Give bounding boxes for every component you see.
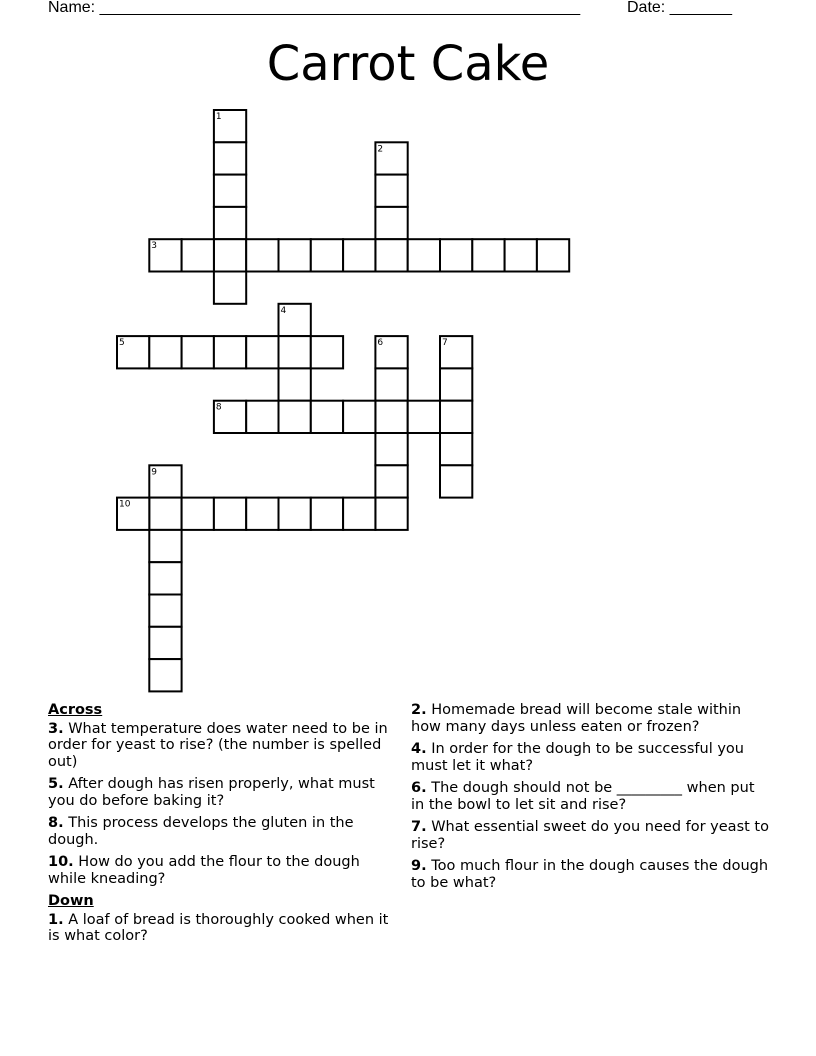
grid-cell[interactable] — [343, 498, 375, 530]
grid-cell[interactable] — [440, 465, 472, 497]
grid-cell[interactable] — [408, 239, 440, 271]
clue-number: 3. — [48, 720, 64, 737]
clue-number-label: 1 — [215, 112, 222, 122]
name-field-label: Name: ______________________________________________________ — [48, 0, 581, 16]
clue-number: 7. — [411, 819, 427, 835]
clue-text: What essential sweet do you need for yeast to rise? — [411, 819, 769, 852]
grid-cell[interactable] — [375, 433, 407, 465]
clue-number: 8. — [48, 815, 64, 831]
grid-cell[interactable] — [375, 207, 407, 239]
clue-number: 6. — [411, 780, 427, 796]
grid-cell[interactable] — [375, 368, 407, 400]
grid-cell[interactable] — [537, 239, 569, 271]
clue-number-label: 7 — [442, 338, 448, 349]
clues-left-column — [48, 702, 393, 951]
grid-cell[interactable] — [246, 336, 278, 368]
grid-cell[interactable] — [440, 401, 472, 433]
down-heading: Down — [48, 893, 94, 909]
clue-number-label: 2 — [377, 144, 384, 155]
clue-text: Homemade bread will become stale within how many days unless eaten or frozen? — [411, 702, 742, 735]
grid-cell[interactable] — [246, 239, 278, 271]
page-title: Carrot Cake — [266, 36, 550, 92]
clue-number: 10. — [48, 854, 74, 870]
clue-across-10 — [48, 854, 393, 887]
clue-down-7 — [411, 819, 771, 852]
grid-cell[interactable] — [149, 659, 181, 691]
clue-number: 9. — [411, 858, 427, 874]
grid-cell[interactable] — [375, 239, 407, 271]
grid-cell[interactable] — [149, 595, 181, 627]
clue-text: The dough should not be _________ when put in the bowl to let sit and rise? — [411, 780, 755, 813]
clue-number-label: 9 — [151, 467, 158, 478]
grid-cell[interactable] — [472, 239, 504, 271]
grid-cell[interactable] — [182, 498, 214, 530]
grid-cell[interactable] — [279, 498, 311, 530]
clue-number-label: 3 — [151, 241, 158, 252]
clue-text: How do you add the flour to the dough while kneading? — [48, 854, 360, 887]
grid-cell[interactable] — [214, 142, 246, 174]
grid-cell[interactable] — [505, 239, 537, 271]
clues-right-column — [411, 702, 771, 897]
grid-cell[interactable] — [311, 239, 343, 271]
grid-cell[interactable] — [149, 530, 181, 562]
clue-number: 2. — [411, 702, 427, 718]
grid-cell[interactable] — [375, 498, 407, 530]
grid-cell[interactable] — [440, 433, 472, 465]
grid-cell[interactable] — [214, 239, 246, 271]
grid-cell[interactable] — [408, 401, 440, 433]
grid-cell[interactable] — [149, 498, 181, 530]
grid-cell[interactable] — [246, 498, 278, 530]
grid-cell[interactable] — [214, 336, 246, 368]
grid-cell[interactable] — [149, 627, 181, 659]
grid-cell[interactable] — [440, 368, 472, 400]
across-heading: Across — [48, 702, 103, 718]
grid-cell[interactable] — [343, 401, 375, 433]
grid-cell[interactable] — [311, 498, 343, 530]
grid-cell[interactable] — [214, 498, 246, 530]
clue-across-8 — [48, 815, 393, 848]
clue-number: 4. — [411, 741, 427, 757]
clue-number-label: 4 — [280, 305, 287, 316]
grid-cell[interactable] — [279, 239, 311, 271]
grid-cell[interactable] — [214, 272, 246, 304]
grid-cell[interactable] — [375, 465, 407, 497]
grid-cell[interactable] — [246, 401, 278, 433]
grid-cell[interactable] — [311, 401, 343, 433]
clue-text: This process develops the gluten in the dough. — [48, 815, 354, 848]
clue-number-label: 6 — [377, 338, 384, 349]
grid-cell[interactable] — [375, 401, 407, 433]
clue-across-5 — [48, 776, 393, 809]
grid-cell[interactable] — [440, 239, 472, 271]
clue-down-9 — [411, 858, 771, 891]
clue-across-3 — [48, 721, 393, 771]
grid-cell[interactable] — [149, 562, 181, 594]
clue-number-label: 8 — [215, 402, 222, 413]
grid-cell[interactable] — [182, 239, 214, 271]
grid-cell[interactable] — [279, 401, 311, 433]
clue-down-2 — [411, 702, 771, 735]
grid-cell[interactable] — [214, 207, 246, 239]
clue-down-6 — [411, 780, 771, 813]
grid-cell[interactable] — [279, 336, 311, 368]
clue-text: What temperature does water need to be in order for yeast to rise? (the number is spelled out) — [48, 720, 388, 770]
grid-cell[interactable] — [279, 368, 311, 400]
clue-text: A loaf of bread is thoroughly cooked when it is what color? — [48, 911, 389, 944]
grid-cell[interactable] — [182, 336, 214, 368]
clue-text: In order for the dough to be successful you must let it what? — [411, 741, 744, 774]
grid-cell[interactable] — [375, 175, 407, 207]
grid-cell[interactable] — [214, 175, 246, 207]
grid-cell[interactable] — [311, 336, 343, 368]
grid-cell[interactable] — [149, 336, 181, 368]
clue-number-label: 5 — [119, 338, 125, 349]
clue-number-label: 10 — [119, 499, 131, 510]
clue-text: Too much flour in the dough causes the dough to be what? — [411, 858, 769, 891]
clue-number: 1. — [48, 911, 64, 928]
clue-down-4 — [411, 741, 771, 774]
clue-number: 5. — [48, 776, 64, 792]
clue-text: After dough has risen properly, what must you do before baking it? — [48, 776, 375, 809]
grid-cell[interactable] — [343, 239, 375, 271]
date-field-label: Date: _______ — [627, 0, 732, 16]
clue-down-1 — [48, 912, 393, 945]
